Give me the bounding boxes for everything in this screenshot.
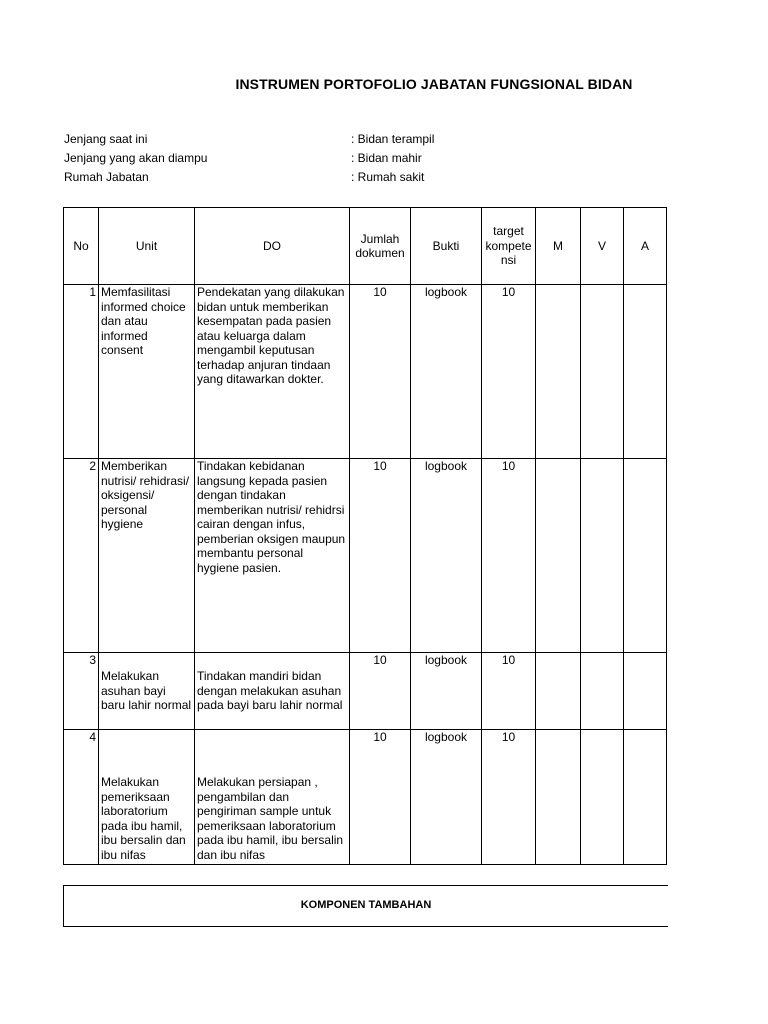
row-unit: Memberikan nutrisi/ rehidrasi/ oksigensi/ personal hygiene bbox=[99, 459, 195, 653]
row-unit: Memfasilitasi informed choice dan atau informed consent bbox=[99, 285, 195, 459]
portfolio-table bbox=[63, 207, 667, 865]
row-a bbox=[624, 459, 667, 653]
table-row bbox=[64, 459, 667, 653]
row-no: 3 bbox=[64, 653, 99, 730]
row-target: 10 bbox=[482, 459, 536, 653]
row-no: 1 bbox=[64, 285, 99, 459]
row-bukti: logbook bbox=[411, 459, 482, 653]
table-row bbox=[64, 653, 667, 730]
row-do: Tindakan mandiri bidan dengan melakukan asuhan pada bayi baru lahir normal bbox=[195, 653, 350, 730]
row-unit: Melakukan pemeriksaan laboratorium pada ibu hamil, ibu bersalin dan ibu nifas bbox=[99, 730, 195, 865]
row-v bbox=[581, 459, 624, 653]
row-m bbox=[536, 653, 581, 730]
header-m: M bbox=[536, 208, 581, 285]
info-value-jenjang-saat-ini: : Bidan terampil bbox=[351, 132, 435, 146]
row-m bbox=[536, 459, 581, 653]
row-jumlah: 10 bbox=[350, 285, 411, 459]
row-jumlah: 10 bbox=[350, 459, 411, 653]
row-no: 2 bbox=[64, 459, 99, 653]
header-v: V bbox=[581, 208, 624, 285]
row-bukti: logbook bbox=[411, 653, 482, 730]
info-label-rumah-jabatan: Rumah Jabatan bbox=[64, 170, 149, 184]
info-value-rumah-jabatan: : Rumah sakit bbox=[351, 170, 425, 184]
row-a bbox=[624, 653, 667, 730]
komponen-tambahan-heading: KOMPONEN TAMBAHAN bbox=[300, 899, 432, 911]
header-do: DO bbox=[195, 208, 350, 285]
row-m bbox=[536, 730, 581, 865]
info-label-jenjang-saat-ini: Jenjang saat ini bbox=[64, 132, 148, 146]
row-unit: Melakukan asuhan bayi baru lahir normal bbox=[99, 653, 195, 730]
table-row bbox=[64, 730, 667, 865]
header-jumlah-dokumen: Jumlah dokumen bbox=[350, 208, 411, 285]
row-do: Pendekatan yang dilakukan bidan untuk memberikan kesempatan pada pasien atau keluarga dalam mengambil keputusan terhadap anjuran tindaan yang ditawarkan dokter. bbox=[195, 285, 350, 459]
row-jumlah: 10 bbox=[350, 730, 411, 865]
header-unit: Unit bbox=[99, 208, 195, 285]
header-a: A bbox=[624, 208, 667, 285]
row-target: 10 bbox=[482, 653, 536, 730]
row-do: Tindakan kebidanan langsung kepada pasien dengan tindakan memberikan nutrisi/ rehidrsi cairan dengan infus, pemberian oksigen maupun membantu personal hygiene pasien. bbox=[195, 459, 350, 653]
row-bukti: logbook bbox=[411, 285, 482, 459]
header-no: No bbox=[64, 208, 99, 285]
page-title: INSTRUMEN PORTOFOLIO JABATAN FUNGSIONAL BIDAN bbox=[235, 76, 633, 92]
row-a bbox=[624, 285, 667, 459]
row-target: 10 bbox=[482, 730, 536, 865]
row-do: Melakukan persiapan , pengambilan dan pengiriman sample untuk pemeriksaan laboratorium pada ibu hamil, ibu bersalin dan ibu nifas bbox=[195, 730, 350, 865]
info-value-jenjang-diampu: : Bidan mahir bbox=[351, 151, 422, 165]
row-target: 10 bbox=[482, 285, 536, 459]
komponen-tambahan-section bbox=[63, 885, 668, 927]
table-header-row bbox=[64, 208, 667, 285]
header-bukti: Bukti bbox=[411, 208, 482, 285]
row-v bbox=[581, 730, 624, 865]
header-target-kompetensi: target kompete nsi bbox=[482, 208, 536, 285]
row-bukti: logbook bbox=[411, 730, 482, 865]
row-jumlah: 10 bbox=[350, 653, 411, 730]
row-v bbox=[581, 653, 624, 730]
info-label-jenjang-diampu: Jenjang yang akan diampu bbox=[64, 151, 208, 165]
row-v bbox=[581, 285, 624, 459]
row-m bbox=[536, 285, 581, 459]
table-row bbox=[64, 285, 667, 459]
row-a bbox=[624, 730, 667, 865]
row-no: 4 bbox=[64, 730, 99, 865]
